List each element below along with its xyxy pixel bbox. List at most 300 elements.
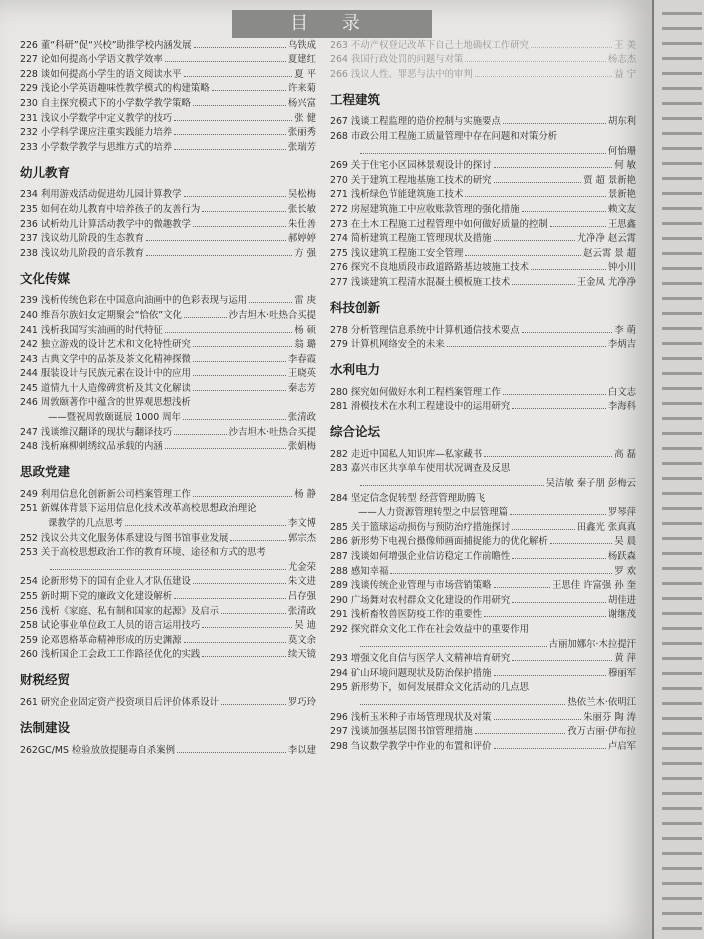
dot-leader [512,284,575,285]
dot-leader [494,240,575,241]
dot-leader [494,167,613,168]
dot-leader [174,134,286,135]
toc-entry[interactable] [330,186,636,201]
dot-leader [174,149,286,150]
toc-entry[interactable] [330,723,636,738]
dot-leader [465,196,605,197]
dot-leader [202,211,286,212]
dot-leader [165,61,286,62]
entry-title: 279 计算机网络安全的未来 [330,339,445,351]
toc-entry[interactable] [20,558,316,573]
dot-leader [512,660,612,661]
toc-entry[interactable] [20,230,316,245]
entry-author: 杨兴富 [287,97,316,109]
toc-entry[interactable] [330,142,636,157]
toc-entry[interactable] [20,646,316,661]
dot-leader [184,642,286,643]
dot-leader [512,529,575,530]
entry-author: 李文博 [287,518,316,530]
entry-title: 254 论新形势下的国有企业人才队伍建设 [20,576,191,588]
toc-entry[interactable] [20,587,316,602]
entry-author: 何 敏 [614,160,636,172]
toc-entry[interactable] [330,230,636,245]
entry-title: 234 利用游戏活动促进幼儿园计算教学 [20,189,182,201]
entry-author: 朱丽芬 陶 涛 [583,711,636,723]
entry-title: 264 我国行政处罚的问题与对策 [330,54,464,66]
toc-entry[interactable] [20,379,316,394]
entry-author: 李以建 [287,744,316,756]
entry-author: 张娟梅 [287,441,316,453]
entry-author: 罗 欢 [614,565,636,577]
toc-entry[interactable] [20,500,316,515]
entry-title: 233 小学数学教学与思维方式的培养 [20,141,173,153]
dot-leader [184,76,293,77]
section-heading: 工程建筑 [330,91,381,107]
toc-entry[interactable] [330,620,636,635]
entry-author: 吴洁敏 秦子朋 彭梅云 [545,478,636,490]
toc-entry[interactable] [330,127,636,142]
toc-entry[interactable] [20,336,316,351]
dot-leader [202,656,286,657]
toc-entry[interactable] [330,460,636,475]
entry-author: 李 萌 [614,324,636,336]
dot-leader [193,346,292,347]
entry-title: 249 利用信息化创新新公司档案管理工作 [20,488,191,500]
entry-author: 李春霞 [287,353,316,365]
toc-entry[interactable] [330,489,636,504]
toc-entry[interactable] [20,408,316,423]
entry-author: 尤金荣 [287,561,316,573]
entry-title: 230 自主探究模式下的小学数学教学策略 [20,97,191,109]
dot-leader [475,76,613,77]
entry-author: 夏建红 [287,54,316,66]
entry-title: 229 浅论小学英语趣味性教学模式的构建策略 [20,83,210,95]
dot-leader [503,123,606,124]
entry-author: 罗巧玲 [287,696,316,708]
dot-leader [360,485,544,486]
toc-entry[interactable] [20,423,316,438]
entry-author: 续天镜 [287,649,316,661]
dot-leader [512,558,606,559]
dot-leader [512,602,606,603]
dot-leader [494,587,551,588]
entry-author: 益 宁 [614,68,636,80]
entry-author: 许来菊 [287,83,316,95]
adjacent-page-edge [652,0,704,939]
dot-leader [550,226,606,227]
entry-author: 古丽加娜尔·木拉提汗 [548,638,636,650]
entry-title: 266 浅议人性、罪恶与法中的审判 [330,68,473,80]
dot-leader [550,543,613,544]
entry-author: 张清政 [287,412,316,424]
entry-author: 热依兰木·依明江 [567,696,636,708]
toc-entry[interactable] [20,51,316,66]
dot-leader [465,61,605,62]
toc-entry[interactable] [330,708,636,723]
toc-entry[interactable] [330,664,636,679]
entry-title: 283 嘉兴市区共享单车使用状况调查及反思 [330,463,511,475]
entry-author: 杨跃森 [607,551,636,563]
entry-author: 张瑞芳 [287,141,316,153]
dot-leader [221,704,286,705]
entry-title: 262GC/MS 检验放放提腿毒自杀案例 [20,744,176,756]
entry-author: 郝婷婷 [287,233,316,245]
entry-author: 王思鑫 [607,218,636,230]
section-heading: 水利电力 [330,362,381,378]
entry-title: 294 矿山环境问题现状及防治保护措施 [330,667,492,679]
entry-title: 231 浅议小学数学中定义教学的技巧 [20,112,173,124]
entry-author: 孜万古丽·伊布拉 [567,726,636,738]
entry-author: 李海科 [607,401,636,413]
dot-leader [484,456,612,457]
dot-leader [202,627,292,628]
entry-author: 胡佳进 [607,594,636,606]
entry-title: 289 浅谈传统企业管理与市场营销策略 [330,580,492,592]
entry-author: 穆丽军 [607,667,636,679]
dot-leader [184,317,227,318]
dot-leader [177,752,286,753]
entry-title: 296 浅析玉米种子市场管理现状及对策 [330,711,492,723]
dot-leader [193,105,286,106]
entry-author: 雷 庚 [294,295,316,307]
entry-author: 王思佳 许富强 孙 奎 [552,580,636,592]
entry-title: 课教学的几点思考 [48,518,124,530]
dot-leader [193,496,292,497]
entry-title: 270 关于建筑工程地基施工技术的研究 [330,174,492,186]
entry-title: 284 坚定信念促转型 经营管理助腾飞 [330,492,486,504]
entry-title: 256 浅析《家庭、私有制和国家的起源》及启示 [20,605,220,617]
toc-entry[interactable] [330,321,636,336]
dot-leader [249,302,292,303]
toc-entry[interactable] [20,321,316,336]
entry-title: 260 浅析国企工会政工工作路径优化的实践 [20,649,201,661]
entry-title: 246 周敦颐著作中蕴含的世界观思想浅析 [20,397,191,409]
entry-author: 吴 迪 [294,620,316,632]
toc-entry[interactable] [20,80,316,95]
toc-entry[interactable] [20,514,316,529]
entry-title: 286 新形势下电视台摄像师画面捕捉能力的优化解析 [330,536,548,548]
entry-title: 253 关于高校思想政治工作的教育环境、途径和方式的思考 [20,547,266,559]
entry-title: 236 试析幼儿计算活动教学中的微趣教学 [20,218,191,230]
dot-leader [184,196,286,197]
toc-entry[interactable] [330,445,636,460]
entry-author: 田鑫光 张真真 [576,521,636,533]
entry-author: 朱文进 [287,576,316,588]
dot-leader [484,616,606,617]
entry-author: 方 强 [294,247,316,259]
entry-author: 谢继茂 [607,609,636,621]
toc-entry[interactable] [20,350,316,365]
toc-entry[interactable] [330,547,636,562]
entry-author: 杨志杰 [607,54,636,66]
entry-author: 吴松梅 [287,189,316,201]
dot-leader [447,346,606,347]
section-heading: 综合论坛 [330,424,381,440]
entry-title: 263 不动产权登记改革下自己土地确权工作研究 [330,39,530,51]
toc-entry[interactable] [20,602,316,617]
dot-leader [221,613,286,614]
dot-leader [360,646,547,647]
entry-title: 232 小学科学课应注重实践能力培养 [20,127,173,139]
entry-title: 291 浅析畜牧兽医防疫工作的重要性 [330,609,483,621]
entry-author: 张 健 [294,112,316,124]
toc-entry[interactable] [20,244,316,259]
entry-title: 243 古典文学中的品茶及茶文化精神探微 [20,353,191,365]
toc-entry[interactable] [330,650,636,665]
dot-leader [360,153,606,154]
entry-title: ——暨祝周敦颐诞辰 1000 周年 [48,412,181,424]
section-heading: 幼儿教育 [20,164,71,180]
entry-title: 274 简析建筑工程施工管理现状及措施 [330,233,492,245]
entry-title: 275 浅议建筑工程施工安全管理 [330,247,464,259]
entry-title: 288 感知幸福 [330,565,389,577]
entry-author: 吴 晨 [614,536,636,548]
dot-leader [146,255,292,256]
toc-entry[interactable] [20,200,316,215]
entry-title: 259 论邓恩格革命精神形成的历史渊源 [20,634,182,646]
entry-author: 莫文余 [287,634,316,646]
entry-title: 226 董“科研”促“兴校”助推学校内涵发展 [20,39,192,51]
toc-entry[interactable] [20,485,316,500]
entry-title: 292 探究群众文化工作在社会效益中的重要作用 [330,624,530,635]
dot-leader [494,719,582,720]
entry-author: 尤净净 赵云霄 [576,233,636,245]
entry-author: 黄 萍 [614,653,636,665]
toc-entry[interactable] [20,438,316,453]
dot-leader [390,573,612,574]
dot-leader [465,255,581,256]
toc-entry[interactable] [330,259,636,274]
entry-title: 240 维吾尔族妇女定期聚会“恰依”文化 [20,309,182,321]
toc-entry[interactable] [330,533,636,548]
toc-entry[interactable] [330,635,636,650]
toc-entry[interactable] [330,474,636,489]
entry-title: 241 浅析我国写实油画的时代特征 [20,324,163,336]
entry-author: 吕存强 [287,591,316,602]
toc-entry[interactable] [20,573,316,588]
entry-author: 郭宗杰 [287,532,316,544]
toc-entry[interactable] [330,591,636,606]
toc-entry[interactable] [330,36,636,51]
entry-title: 278 分析管理信息系统中计算机通信技术要点 [330,324,520,336]
dot-leader [193,583,286,584]
entry-author: 贾 超 景新艳 [583,174,636,186]
entry-title: 287 浅谈如何增强企业信访稳定工作前瞻性 [330,551,511,563]
entry-author: 杨 硕 [294,324,316,336]
entry-author: 赵云霄 景 超 [583,247,636,259]
dot-leader [512,408,606,409]
toc-entry[interactable] [330,65,636,80]
toc-entry[interactable] [330,200,636,215]
entry-author: 杨 静 [294,488,316,500]
dot-leader [531,269,606,270]
dot-leader [174,598,286,599]
entry-title: 228 谈如何提高小学生的语文阅读水平 [20,68,182,80]
toc-entry[interactable] [330,336,636,351]
dot-leader [360,704,565,705]
toc-entry[interactable] [20,365,316,380]
entry-title: 255 新时期下党的廉政文化建设解析 [20,591,173,602]
dot-leader [193,226,286,227]
entry-title: 247 浅谈维汉翻译的现状与翻译技巧 [20,426,173,438]
section-heading: 思政党建 [20,464,71,480]
dot-leader [494,182,582,183]
entry-title: 238 浅议幼儿阶段的音乐教育 [20,247,145,259]
entry-title: 272 房屋建筑施工中应收账款管理的强化措施 [330,203,520,215]
toc-entry[interactable] [20,124,316,139]
entry-title: 252 浅议公共文化服务体系建设与图书馆事业发展 [20,532,229,544]
entry-title: 281 滑模技术在水利工程建设中的运用研究 [330,401,511,413]
entry-title: 271 浅析绿色节能建筑施工技术 [330,189,464,201]
dot-leader [193,375,286,376]
entry-title: 242 独立游戏的设计艺术和文化特性研究 [20,339,191,351]
toc-entry[interactable] [330,398,636,413]
entry-title: 293 增强文化自信与医学人文精神培育研究 [330,653,511,665]
section-heading: 财税经贸 [20,672,71,688]
dot-leader [522,211,606,212]
entry-title: 258 试论事业单位政工人员的语言运用技巧 [20,620,201,632]
entry-title: 280 探究如何做好水利工程档案管理工作 [330,386,501,398]
entry-title: 261 研究企业固定资产投资项目后评价体系设计 [20,696,220,708]
dot-leader [125,525,286,526]
entry-title: 277 浅谈建筑工程清水混凝土模板施工技术 [330,276,511,288]
entry-title: 239 浅析传统色彩在中国意向油画中的色彩表现与运用 [20,295,248,307]
toc-entry[interactable] [330,693,636,708]
entry-title: 290 广场舞对农村群众文化建设的作用研究 [330,594,511,606]
dot-leader [503,394,606,395]
toc-entry[interactable] [20,109,316,124]
dot-leader [194,47,286,48]
entry-title: 244 服装设计与民族元素在设计中的应用 [20,368,191,380]
toc-entry[interactable] [20,306,316,321]
dot-leader [230,540,285,541]
dot-leader [193,361,286,362]
toc-entry[interactable] [20,138,316,153]
entry-title: 268 市政公用工程施工质量管理中存在问题和对策分析 [330,130,558,142]
entry-title: 297 浅谈加强基层图书馆管理措施 [330,726,473,738]
dot-leader [174,120,292,121]
entry-title: 273 在土木工程施工过程管理中如何做好质量的控制 [330,218,548,230]
page-title: 目 录 [232,10,432,38]
entry-title: 269 关于住宅小区园林景观设计的探讨 [330,160,492,172]
entry-title: 251 新媒体背景下运用信息化技术改革高校思想政治理论 [20,503,257,515]
entry-author: 李炳吉 [607,339,636,351]
toc-entry[interactable] [330,171,636,186]
toc-entry[interactable] [330,606,636,621]
entry-author: 钟小川 [607,262,636,274]
toc-entry[interactable] [330,504,636,519]
toc-entry[interactable] [330,215,636,230]
entry-author: 胡东利 [607,116,636,128]
toc-entry[interactable] [330,577,636,592]
toc-entry[interactable] [20,741,316,756]
entry-author: 张长敏 [287,203,316,215]
dot-leader [531,47,612,48]
entry-author: 卢启军 [607,740,636,752]
toc-entry[interactable] [20,394,316,409]
toc-entry[interactable] [20,65,316,80]
entry-author: 王晓英 [287,368,316,380]
toc-entry[interactable] [20,617,316,632]
entry-author: 白文志 [607,386,636,398]
dot-leader [50,569,286,570]
section-heading: 文化传媒 [20,270,71,286]
dot-leader [183,419,286,420]
toc-entry[interactable] [20,186,316,201]
entry-author: 张清政 [287,605,316,617]
toc-entry[interactable] [330,383,636,398]
toc-entry[interactable] [20,36,316,51]
entry-author: 秦志芳 [287,382,316,394]
entry-author: 朱仕善 [287,218,316,230]
toc-entry[interactable] [20,693,316,708]
entry-author: 沙吉坦木·吐热合买提 [228,309,316,321]
entry-title: 237 浅议幼儿阶段的生态教育 [20,233,145,245]
entry-title: 245 道情九十人造像碑赏析及其文化解读 [20,382,191,394]
toc-entry[interactable] [330,562,636,577]
entry-author: 赖文友 [607,203,636,215]
entry-author: 景新艳 [607,189,636,201]
toc-entry[interactable] [330,244,636,259]
toc-entry[interactable] [330,737,636,752]
toc-entry[interactable] [330,679,636,694]
entry-author: 沙吉坦木·吐热合买提 [228,426,316,438]
entry-title: 276 探究不良地质段市政道路路基边坡施工技术 [330,262,530,274]
dot-leader [475,733,566,734]
toc-entry[interactable] [330,157,636,172]
toc-entry[interactable] [20,215,316,230]
toc-entry[interactable] [20,94,316,109]
entry-title: 285 关于篮球运动损伤与预防治疗措施探讨 [330,521,511,533]
toc-left-column [20,36,316,756]
entry-author: 夏 平 [294,68,316,80]
entry-title: 227 论如何提高小学语文教学效率 [20,54,163,66]
dot-leader [165,448,286,449]
toc-entry[interactable] [330,273,636,288]
toc-entry[interactable] [20,631,316,646]
dot-leader [494,675,606,676]
section-heading: 科技创新 [330,299,381,315]
dot-leader [494,748,606,749]
toc-entry[interactable] [20,544,316,559]
entry-title: 235 如何在幼儿教育中培养孩子的友善行为 [20,203,201,215]
toc-entry[interactable] [20,529,316,544]
toc-entry[interactable] [330,51,636,66]
dot-leader [510,514,606,515]
entry-title: 282 走近中国私人知识库—私家藏书 [330,448,483,460]
entry-title: 295 新形势下，如何发展群众文化活动的几点思 [330,682,530,694]
entry-author: 何怡珊 [607,145,636,157]
entry-title: 267 浅谈工程监理的造价控制与实施要点 [330,116,501,128]
dot-leader [212,90,286,91]
dot-leader [146,240,286,241]
entry-author: 王金凤 尤净净 [576,276,636,288]
entry-author: 高 磊 [614,448,636,460]
entry-author: 王 美 [614,39,636,51]
toc-entry[interactable] [20,292,316,307]
entry-author: 罗琴萍 [607,507,636,519]
toc-entry[interactable] [330,518,636,533]
section-heading: 法制建设 [20,719,71,735]
entry-author: 翁 璐 [294,339,316,351]
toc-right-column [330,36,636,752]
entry-title: ——人力资源管理转型之中层管理篇 [358,507,509,519]
toc-entry[interactable] [330,113,636,128]
dot-leader [165,332,293,333]
entry-title: 248 浅析麻柳刺绣纹品承载的内涵 [20,441,163,453]
entry-title: 298 刍议数学教学中作业的布置和评价 [330,740,492,752]
dot-leader [193,390,286,391]
